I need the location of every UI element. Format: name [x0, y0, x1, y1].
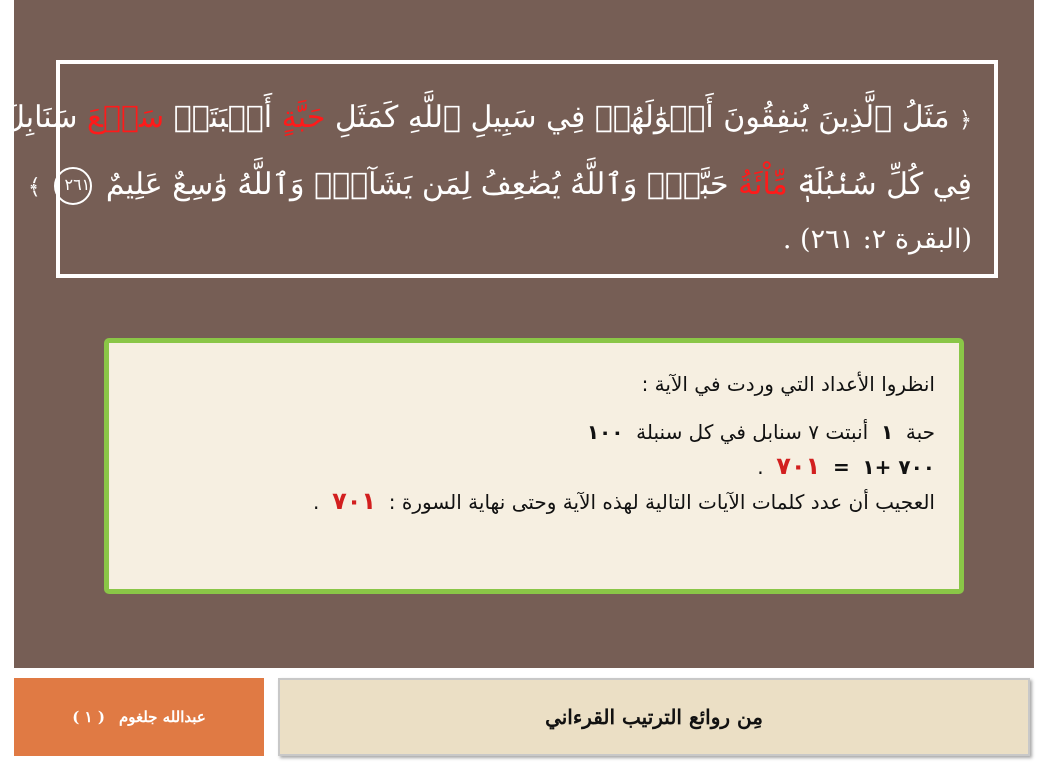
- highlight-sab: سَبۡعَ: [87, 100, 165, 135]
- note-num-100: ١٠٠: [586, 420, 624, 444]
- verse-line-2: [27, 153, 972, 220]
- verse-text: فِي كُلِّ سُنۢبُلَةٖ: [797, 167, 972, 202]
- presentation-title: مِن روائع الترتيب القرءاني: [545, 705, 763, 729]
- note-equals: =: [832, 455, 850, 479]
- note-box: [104, 338, 964, 594]
- note-end: .: [757, 455, 764, 479]
- note-num-1: ١: [880, 420, 894, 444]
- note-line-sum: [133, 449, 935, 484]
- note-word-habba: حبة: [905, 420, 935, 444]
- author-name: عبدالله جلغوم: [118, 708, 206, 726]
- verse-text: أَنۢبَتَتۡ: [173, 100, 273, 135]
- note-phrase: أنبتت ٧ سنابل في كل سنبلة: [636, 420, 869, 444]
- note-line-numbers: [133, 415, 935, 449]
- page-number: ( ١ ): [72, 708, 105, 726]
- close-ornament: ﴾: [27, 175, 41, 200]
- verse-text: مَثَلُ ٱلَّذِينَ يُنفِقُونَ أَمۡوَٰلَهُمۡ فِي سَبِيلِ ٱللَّهِ كَمَثَلِ: [334, 100, 950, 135]
- verse-reference: (البقرة ٢: ٢٦١) .: [782, 224, 972, 255]
- verse-box: [3, 60, 998, 278]
- highlight-mia: مِّاْئَةُ: [738, 167, 788, 202]
- note-intro: انظروا الأعداد التي وردت في الآية :: [641, 372, 935, 396]
- open-ornament: ﴿: [959, 108, 972, 133]
- highlight-habba: حَبَّةٍ: [281, 100, 326, 135]
- note-sum: ٧٠٠ +١: [862, 455, 935, 479]
- note-line-conclusion: [133, 484, 935, 519]
- footer-author-box: [14, 678, 264, 756]
- footer-title-box: [278, 678, 1030, 756]
- verse-line-1: [3, 86, 972, 153]
- note-conclusion-result: ٧٠١: [332, 487, 377, 515]
- verse-text: سَنَابِلَ: [3, 100, 78, 135]
- note-result: ٧٠١: [776, 452, 821, 480]
- note-conclusion-text: العجيب أن عدد كلمات الآيات التالية لهذه الآية وحتى نهاية السورة :: [388, 490, 935, 514]
- verse-text: حَبَّةٖۗ وَٱللَّهُ يُضَٰعِفُ لِمَن يَشَآءُۚ وَٱللَّهُ وَٰسِعٌ عَلِيمٌ: [105, 167, 729, 202]
- note-end: .: [313, 490, 320, 514]
- ayah-number-badge: ٢٦١: [54, 167, 92, 205]
